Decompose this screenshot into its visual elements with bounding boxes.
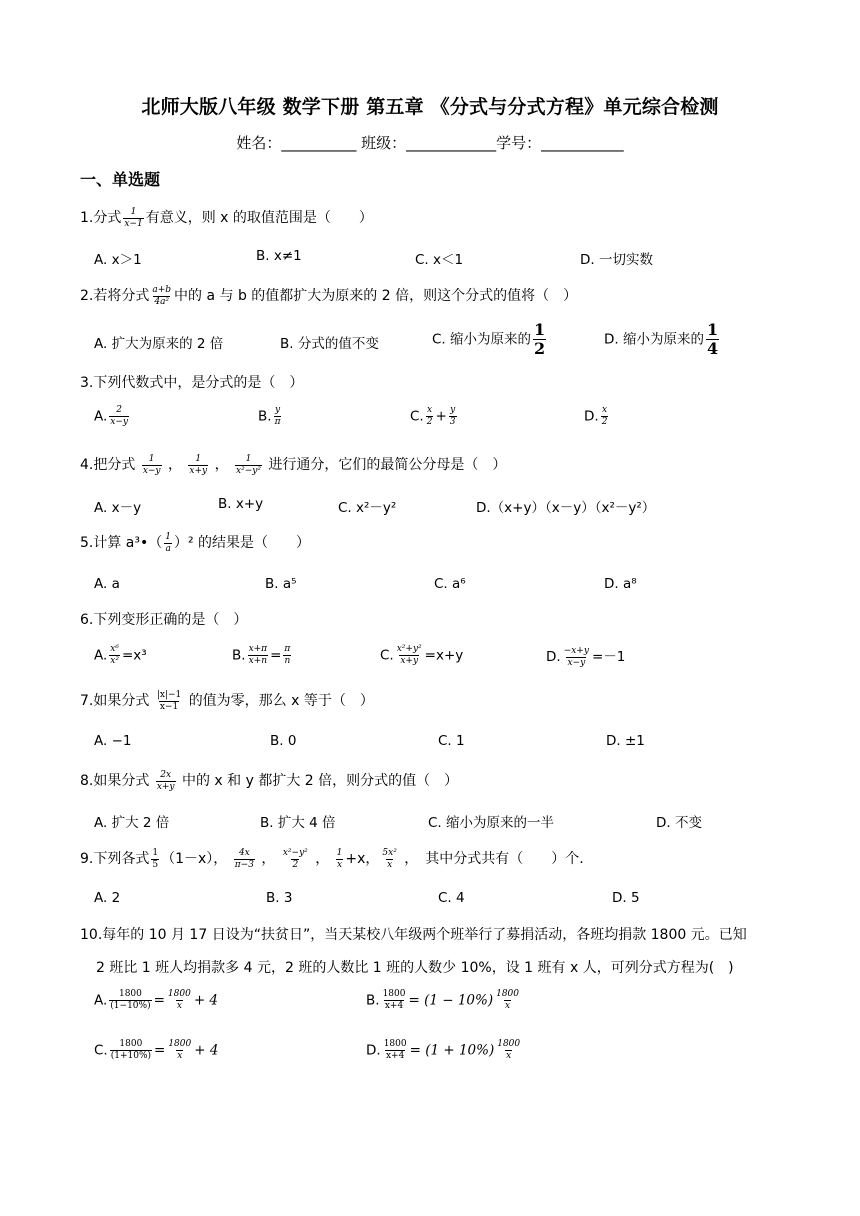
fraction: $\frac{1800}{(1+10\%)}$	[110, 1039, 152, 1061]
question-text: ）² 的结果是（ ）	[174, 535, 311, 551]
option-d[interactable]: D.（x+y）（x－y）（x²－y²）	[476, 500, 656, 516]
option-c[interactable]: C. x²－y²	[338, 500, 397, 516]
fraction: $\frac{-x+y}{x-y}$	[563, 645, 589, 668]
option-c[interactable]: C. 缩小为原来的一半	[428, 815, 555, 831]
option-c[interactable]: C. $\frac{1800}{(1+10\%)}$ = $\frac{1800}{x}$ + 4	[94, 1039, 219, 1061]
student-info-line: 姓名：__________ 班级：____________学号：___________	[236, 134, 624, 152]
option-d[interactable]: D. 5	[612, 890, 640, 906]
option-d[interactable]: D. $\frac{x}{2}$	[584, 405, 608, 427]
question-text: 中的 x 和 y 都扩大 2 倍，则分式的值（ ）	[181, 773, 459, 789]
option-b[interactable]: B. 0	[270, 733, 297, 749]
fraction: $\frac{1800}{x+4}$	[383, 1039, 407, 1061]
option-b[interactable]: B. 分式的值不变	[280, 336, 379, 352]
fraction: $\frac{1}{x-y}$	[142, 453, 161, 476]
option-a[interactable]: A. −1	[94, 733, 132, 749]
fraction: $\frac{1800}{x+4}$	[382, 989, 406, 1011]
question-text: 有意义，则 x 的取值范围是（ ）	[145, 210, 373, 226]
fraction: $\frac{y}{\pi}$	[274, 405, 281, 427]
question-text: 7.如果分式	[80, 693, 150, 709]
fraction: $\frac{1}{x+y}$	[189, 453, 208, 476]
fraction: $\frac{x}{2}$	[601, 405, 608, 427]
option-d[interactable]: D. $\frac{1800}{x+4}$ = (1 + 10%) $\frac{1800}{x}$	[366, 1039, 521, 1061]
fraction: $\frac{x+\pi}{x+n}$	[248, 644, 268, 666]
fraction: $\frac{\text{x²+y²}}{x+y}$	[396, 644, 422, 666]
option-d[interactable]: D. $\frac{-x+y}{x-y}$ =－1	[546, 645, 626, 668]
question-text: ， 其中分式共有（ ）个.	[404, 851, 584, 867]
question-1	[80, 207, 373, 229]
option-c[interactable]: C. 1	[438, 733, 465, 749]
fraction: $\frac{1}{4}$	[706, 320, 719, 358]
question-text: 的值为零，那么 x 等于（ ）	[188, 693, 374, 709]
option-b[interactable]: B. 扩大 4 倍	[260, 815, 336, 831]
question-4: 4.把分式 $\frac{1}{x-y}$ ， $\frac{1}{x+y}$ ， $\frac{1}{\text{x²−y²}}$ 进行通分，它们的最简公分母是（ ）	[80, 453, 507, 476]
page-title: 北师大版八年级 数学下册 第五章 《分式与分式方程》单元综合检测	[141, 96, 719, 118]
option-a[interactable]: A. 扩大 2 倍	[94, 815, 170, 831]
option-d[interactable]: D. 一切实数	[580, 252, 653, 268]
fraction: $\frac{\text{x²−y²}}{2}$	[282, 847, 308, 870]
question-10: 10.每年的 10 月 17 日设为“扶贫日”，当天某校八年级两个班举行了募捐活动，各班均捐款 1800 元。已知	[80, 927, 747, 943]
fraction: $\frac{2}{x-y}$	[110, 405, 128, 427]
option-label: D. 缩小为原来的	[604, 331, 704, 348]
option-d[interactable]: D. a⁸	[604, 576, 637, 592]
fraction: $\frac{1}{\text{x²−y²}}$	[236, 453, 261, 476]
fraction: $\frac{1800}{x}$	[497, 1039, 521, 1061]
section-title: 一、单选题	[80, 170, 161, 189]
fraction: $\frac{1800}{x}$	[167, 989, 191, 1011]
option-c[interactable]	[432, 322, 548, 357]
fraction: $\frac{a+b}{\text{4a²}}$	[152, 284, 172, 307]
option-b[interactable]: B. $\frac{1800}{x+4}$ = (1 − 10%) $\frac{1800}{x}$	[366, 989, 520, 1011]
fraction: $\frac{1}{2}$	[534, 320, 546, 358]
option-a[interactable]: A. x＞1	[94, 252, 142, 268]
fraction: $\frac{x}{2}$	[426, 405, 433, 427]
fraction: $\frac{2x}{x+y}$	[156, 769, 175, 792]
question-8	[80, 770, 458, 792]
option-c[interactable]: C. $\frac{x}{2}$ + $\frac{y}{3}$	[410, 405, 456, 427]
question-text: 4.把分式	[80, 457, 136, 473]
question-10-cont: 2 班比 1 班人均捐款多 4 元，2 班的人数比 1 班的人数少 10%，设 1 班有 x 人，可列分式方程为( )	[96, 960, 734, 976]
option-b[interactable]: B. $\frac{y}{\pi}$	[258, 405, 281, 427]
question-5	[80, 532, 310, 554]
option-a[interactable]: A. $\frac{\text{x⁶}}{\text{x²}}$ =x³	[94, 644, 147, 666]
question-9: 9.下列各式 $\frac{1}{5}$ （1－x）， $\frac{4x}{\pi-3}$ ， $\frac{\text{x²−y²}}{2}$ ， $\frac{1}{x}$ +x， $\frac{\text{5x²}}{x}$ ， 其中分式共有（ ）个.	[80, 847, 584, 870]
option-a[interactable]: A. 2	[94, 890, 121, 906]
option-a[interactable]: A. $\frac{1800}{(1-10\%)}$ = $\frac{1800}{x}$ + 4	[94, 989, 219, 1011]
option-d[interactable]: D. ±1	[606, 733, 645, 749]
fraction: $\frac{1}{5}$	[152, 847, 159, 870]
option-b[interactable]: B. $\frac{x+\pi}{x+n}$ = $\frac{\pi}{n}$	[232, 644, 291, 666]
fraction: $\frac{\pi}{n}$	[284, 644, 291, 666]
question-text: 进行通分，它们的最简公分母是（ ）	[268, 457, 507, 473]
fraction: $\frac{1800}{x}$	[496, 989, 520, 1011]
option-b[interactable]: B. x+y	[218, 496, 264, 512]
option-d[interactable]: D. 不变	[656, 815, 702, 831]
option-d[interactable]	[604, 322, 721, 357]
option-b[interactable]: B. a⁵	[265, 576, 297, 592]
question-text: 2.若将分式	[80, 288, 150, 304]
fraction: $\frac{\text{5x²}}{x}$	[382, 847, 397, 870]
fraction: $\frac{|x|-1}{x-1}$	[156, 689, 182, 712]
option-b[interactable]: B. x≠1	[256, 248, 302, 264]
fraction: $\frac{1}{x}$	[336, 847, 343, 870]
fraction: $\frac{1800}{(1-10\%)}$	[110, 989, 151, 1011]
question-text: 5.计算 a³•（	[80, 535, 163, 551]
option-c[interactable]: C. 4	[438, 890, 465, 906]
question-text: 8.如果分式	[80, 773, 150, 789]
fraction: $\frac{1}{a}$	[165, 531, 171, 554]
fraction: $\frac{\text{x⁶}}{\text{x²}}$	[110, 644, 119, 666]
question-text: 中的 a 与 b 的值都扩大为原来的 2 倍，则这个分式的值将（ ）	[174, 288, 578, 304]
question-7	[80, 690, 374, 712]
fraction: $\frac{1800}{x}$	[168, 1039, 192, 1061]
fraction: $\frac{y}{3}$	[449, 405, 456, 427]
question-3: 3.下列代数式中，是分式的是（ ）	[80, 375, 304, 391]
question-2	[80, 285, 577, 307]
option-a[interactable]: A. 扩大为原来的 2 倍	[94, 336, 224, 352]
option-a[interactable]: A. $\frac{2}{x-y}$	[94, 405, 128, 427]
question-6: 6.下列变形正确的是（ ）	[80, 612, 248, 628]
question-text: 9.下列各式	[80, 851, 150, 867]
option-b[interactable]: B. 3	[266, 890, 293, 906]
fraction: $\frac{1}{x-1}$	[124, 206, 143, 229]
option-label: C. 缩小为原来的	[432, 331, 532, 348]
option-a[interactable]: A. x－y	[94, 500, 142, 516]
option-c[interactable]: C. $\frac{\text{x²+y²}}{x+y}$ =x+y	[380, 644, 464, 666]
option-c[interactable]: C. x＜1	[415, 252, 464, 268]
fraction: $\frac{4x}{\pi-3}$	[234, 847, 254, 870]
option-c[interactable]: C. a⁶	[434, 576, 466, 592]
option-a[interactable]: A. a	[94, 576, 120, 592]
question-text: 1.分式	[80, 210, 122, 226]
